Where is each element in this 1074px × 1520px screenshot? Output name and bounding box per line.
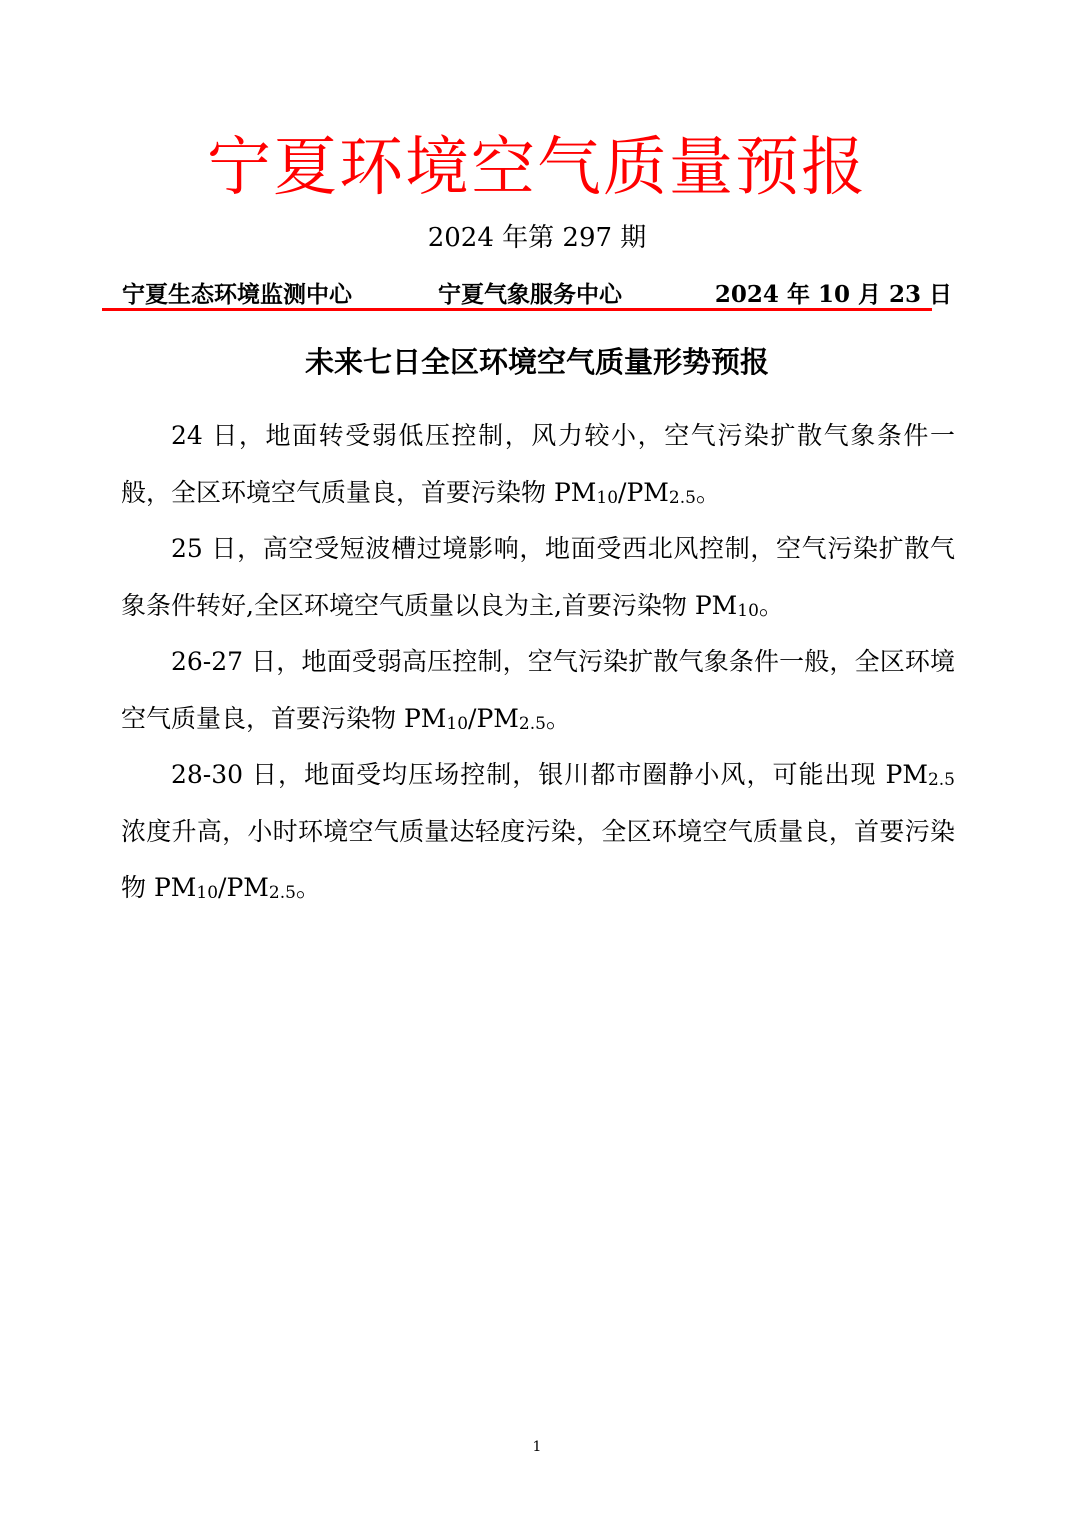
publisher-monitoring-center: 宁夏生态环境监测中心 (122, 281, 352, 308)
issue-number: 2024 年第 297 期 (427, 223, 647, 253)
issue-date: 2024 年 10 月 23 日 (714, 281, 952, 308)
article-title: 未来七日全区环境空气质量形势预报 (304, 345, 769, 379)
publisher-row (118, 278, 952, 312)
paragraph-day-28-30: 28-30 日，地面受均压场控制，银川都市圈静小风，可能出现 PM2.5 浓度升高，小时环境空气质量达轻度污染，全区环境空气质量良，首要污染物 PM10/PM2.5。 (121, 760, 955, 904)
paragraph-day-26-27: 26-27 日，地面受弱高压控制，空气污染扩散气象条件一般，全区环境空气质量良，首要污染物 PM10/PM2.5。 (121, 647, 955, 734)
publisher-weather-center: 宁夏气象服务中心 (438, 281, 622, 308)
paragraph-day-24: 24 日，地面转受弱低压控制，风力较小，空气污染扩散气象条件一般，全区环境空气质量良，首要污染物 PM10/PM2.5。 (121, 421, 955, 508)
article-body (121, 408, 955, 917)
red-divider-line (102, 308, 932, 311)
page-number: 1 (532, 1439, 542, 1455)
masthead-title: 宁夏环境空气质量预报 (207, 131, 867, 205)
paragraph-day-25: 25 日，高空受短波槽过境影响，地面受西北风控制，空气污染扩散气象条件转好,全区环境空气质量以良为主,首要污染物 PM10。 (121, 534, 955, 621)
